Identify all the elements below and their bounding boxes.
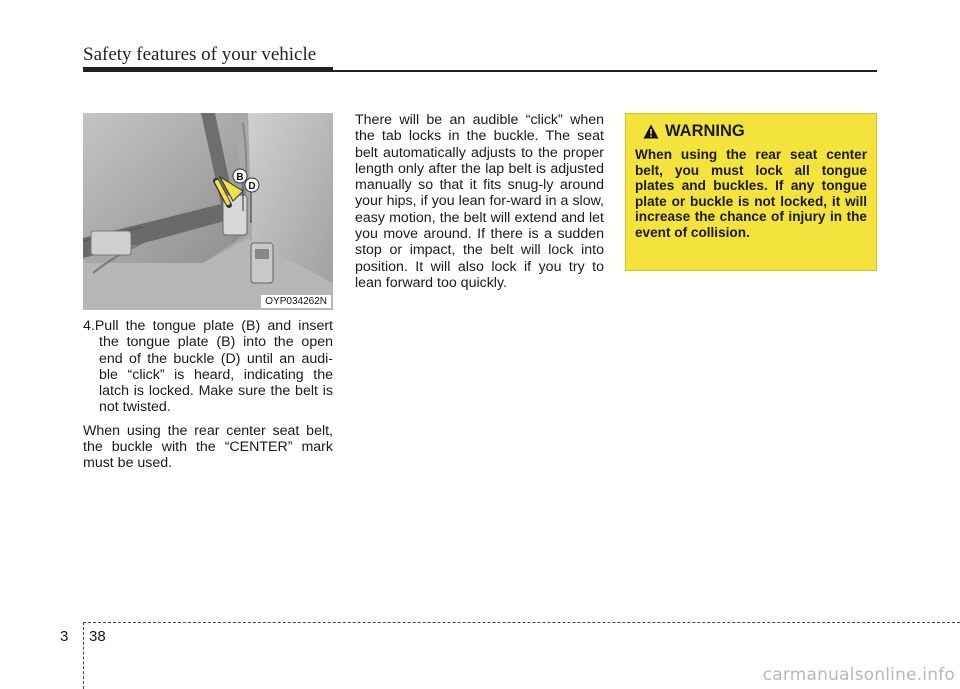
label-b-callout	[233, 169, 247, 183]
seat-belt-illustration	[83, 113, 333, 310]
footer-rule	[83, 622, 960, 623]
label-d-callout	[245, 178, 259, 192]
step-4	[83, 318, 333, 416]
click-paragraph: There will be an audible “click” when the tab locks in the buckle. The seat belt automatically adjusts to the proper length only after the lap belt is adjusted manually so that it fits snug-ly around your hips, if you lean for-ward in a slow, easy motion, the belt will extend and let you move around. If there is a sudden stop or impact, the belt will lock into position. It will also lock if you try to lean forward too quickly.	[355, 112, 604, 291]
watermark: carmanualsonline.info	[762, 665, 955, 685]
footer-divider	[83, 622, 84, 689]
left-column	[83, 318, 333, 479]
warning-triangle-icon	[643, 124, 659, 139]
warning-text: When using the rear seat center belt, you must lock all tongue plates and buckles. If any tongue plate or buckle is not locked, it will increase the chance of injury in the event of collision.	[635, 147, 867, 240]
center-belt-note: When using the rear center seat belt, the buckle with the “CENTER” mark must be used.	[83, 422, 333, 472]
header-rule-thin	[333, 70, 877, 72]
figure-code: OYP034262N	[261, 295, 331, 308]
chapter-number: 3	[60, 628, 69, 645]
warning-header	[643, 122, 867, 141]
warning-box	[625, 113, 877, 271]
warning-title: WARNING	[665, 122, 745, 140]
step-number: 4.	[83, 318, 95, 334]
step-text: Pull the tongue plate (B) and insert the tongue plate (B) into the open end of the buckle (D) until an audi-ble “click” is heard, indicating the latch is locked. Make sure the belt is not twisted.	[94, 318, 333, 416]
page-number: 38	[89, 628, 106, 645]
label-b: B	[236, 172, 244, 183]
label-d: D	[248, 181, 256, 192]
page-header-title: Safety features of your vehicle	[83, 44, 317, 65]
seat-belt-drawing	[83, 113, 333, 310]
middle-column	[355, 112, 604, 298]
header-rule-thick	[83, 67, 333, 72]
